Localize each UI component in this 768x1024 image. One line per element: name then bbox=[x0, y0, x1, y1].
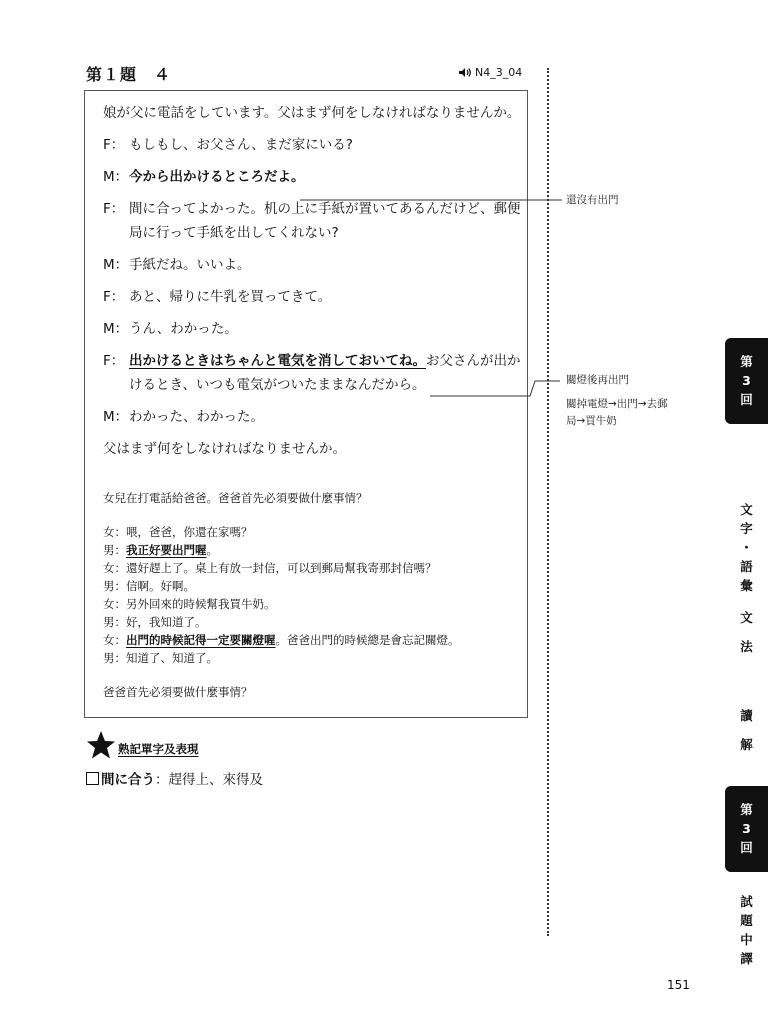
dialog-line bbox=[103, 349, 523, 397]
margin-note-answer bbox=[566, 396, 668, 430]
tab-char: 字 bbox=[740, 521, 753, 536]
translation-line bbox=[103, 523, 513, 541]
translation-closing-question: 爸爸首先必須要做什麼事情？ bbox=[103, 685, 253, 699]
speaker-label: F： bbox=[103, 289, 125, 305]
line-text: 。 bbox=[206, 543, 218, 557]
line-text: お父さんが出かけるとき、いつも電気がついたままなんだから。 bbox=[129, 353, 521, 393]
speaker-icon bbox=[458, 67, 472, 78]
key-phrase: 出かけるときはちゃんと電気を消しておいてね。 bbox=[129, 353, 426, 369]
dialog-line bbox=[103, 405, 523, 429]
line-text: 信啊。好啊。 bbox=[126, 579, 195, 593]
line-text: 好，我知道了。 bbox=[126, 615, 207, 629]
tab-vocabulary[interactable] bbox=[725, 500, 768, 595]
script-box bbox=[84, 90, 528, 718]
speaker-label: 女： bbox=[103, 597, 126, 611]
line-text: 喂，爸爸，你還在家嗎？ bbox=[126, 525, 253, 539]
audio-track-label bbox=[458, 66, 522, 79]
speaker-label: 女： bbox=[103, 633, 126, 647]
speaker-label: F： bbox=[103, 201, 125, 217]
speaker-label: F： bbox=[103, 137, 125, 153]
audio-track-id: N4_3_04 bbox=[475, 66, 523, 79]
dialog-closing-question: 父はまず何をしなければなりませんか。 bbox=[103, 441, 346, 457]
speaker-label: 男： bbox=[103, 543, 126, 557]
tab-char: 譯 bbox=[740, 951, 753, 966]
tab-char: 解 bbox=[740, 737, 753, 752]
note-line: 關掉電燈→出門→去郵 bbox=[566, 398, 668, 410]
speaker-label: 女： bbox=[103, 525, 126, 539]
speaker-label: F： bbox=[103, 353, 125, 369]
vocab-meaning: ：趕得上、來得及 bbox=[155, 772, 263, 788]
tab-char: 試 bbox=[740, 894, 753, 909]
vocab-title: 熟記單字及表現 bbox=[118, 742, 199, 756]
dialog-line bbox=[103, 285, 523, 309]
speaker-label: 女： bbox=[103, 561, 126, 575]
margin-note: 還沒有出門 bbox=[566, 194, 619, 206]
line-text: 另外回來的時候幫我買牛奶。 bbox=[126, 597, 276, 611]
translation-question: 女兒在打電話給爸爸。爸爸首先必須要做什麼事情？ bbox=[103, 491, 368, 505]
tab-char: 法 bbox=[740, 639, 753, 654]
vocab-word: 間に合う bbox=[101, 772, 155, 788]
speaker-label: 男： bbox=[103, 651, 126, 665]
tab-char: 3 bbox=[742, 821, 751, 836]
dialog-question: 娘が父に電話をしています。父はまず何をしなければなりませんか。 bbox=[103, 105, 521, 121]
translation-line bbox=[103, 559, 513, 577]
dialog-line bbox=[103, 197, 523, 245]
tab-grammar[interactable] bbox=[725, 608, 768, 656]
star-icon bbox=[86, 730, 116, 760]
translation-line bbox=[103, 577, 513, 595]
tab-char: 讀 bbox=[740, 708, 753, 723]
tab-char: 語 bbox=[740, 559, 753, 574]
tab-char: 中 bbox=[740, 932, 753, 947]
key-phrase: 今から出かけるところだよ。 bbox=[129, 169, 305, 185]
dialog-script bbox=[103, 101, 523, 469]
tab-session-3-translation[interactable] bbox=[725, 786, 768, 872]
line-text: 間に合ってよかった。机の上に手紙が置いてあるんだけど、郵便局に行って手紙を出してくれない? bbox=[129, 201, 521, 241]
margin-note: 關燈後再出門 bbox=[566, 374, 629, 386]
speaker-label: M： bbox=[103, 321, 129, 337]
dialog-line bbox=[103, 253, 523, 277]
page-title: 第１題 ４ bbox=[86, 65, 172, 84]
speaker-label: M： bbox=[103, 409, 129, 425]
tab-char: 彙 bbox=[740, 578, 753, 593]
line-text: わかった、わかった。 bbox=[129, 409, 264, 425]
tab-char: 文 bbox=[740, 610, 753, 625]
tab-translation[interactable] bbox=[725, 892, 768, 968]
tab-char: ・ bbox=[740, 540, 753, 555]
tab-char: 回 bbox=[740, 392, 753, 407]
translation-line bbox=[103, 541, 513, 559]
speaker-label: M： bbox=[103, 169, 129, 185]
tab-char: 回 bbox=[740, 840, 753, 855]
translation-line bbox=[103, 613, 513, 631]
margin-divider bbox=[547, 68, 549, 936]
tab-char: 第 bbox=[740, 802, 753, 817]
vocab-header bbox=[86, 730, 199, 760]
speaker-label: M： bbox=[103, 257, 129, 273]
tab-session-3[interactable] bbox=[725, 338, 768, 424]
tab-reading[interactable] bbox=[725, 706, 768, 754]
key-phrase: 出門的時候記得一定要關燈喔 bbox=[126, 633, 276, 647]
translation-line bbox=[103, 595, 513, 613]
line-text: 還好趕上了。桌上有放一封信，可以到郵局幫我寄那封信嗎？ bbox=[126, 561, 437, 575]
dialog-line bbox=[103, 317, 523, 341]
checkbox-icon bbox=[86, 772, 99, 785]
line-text: 手紙だね。いいよ。 bbox=[129, 257, 251, 273]
tab-char: 題 bbox=[740, 913, 753, 928]
translation-block bbox=[103, 489, 513, 701]
tab-char: 第 bbox=[740, 354, 753, 369]
line-text: あと、帰りに牛乳を買ってきて。 bbox=[129, 289, 332, 305]
note-line: 局→買牛奶 bbox=[566, 415, 617, 427]
line-text: 。爸爸出門的時候總是會忘記關燈。 bbox=[275, 633, 460, 647]
tab-char: 3 bbox=[742, 373, 751, 388]
vocab-item bbox=[86, 768, 263, 788]
translation-line bbox=[103, 649, 513, 667]
page-number: 151 bbox=[667, 978, 690, 992]
line-text: うん、わかった。 bbox=[129, 321, 238, 337]
line-text: もしもし、お父さん、まだ家にいる? bbox=[129, 137, 353, 153]
key-phrase: 我正好要出門喔 bbox=[126, 543, 207, 557]
speaker-label: 男： bbox=[103, 579, 126, 593]
speaker-label: 男： bbox=[103, 615, 126, 629]
translation-line bbox=[103, 631, 513, 649]
dialog-line bbox=[103, 165, 523, 189]
line-text: 知道了、知道了。 bbox=[126, 651, 218, 665]
dialog-line bbox=[103, 133, 523, 157]
tab-char: 文 bbox=[740, 502, 753, 517]
